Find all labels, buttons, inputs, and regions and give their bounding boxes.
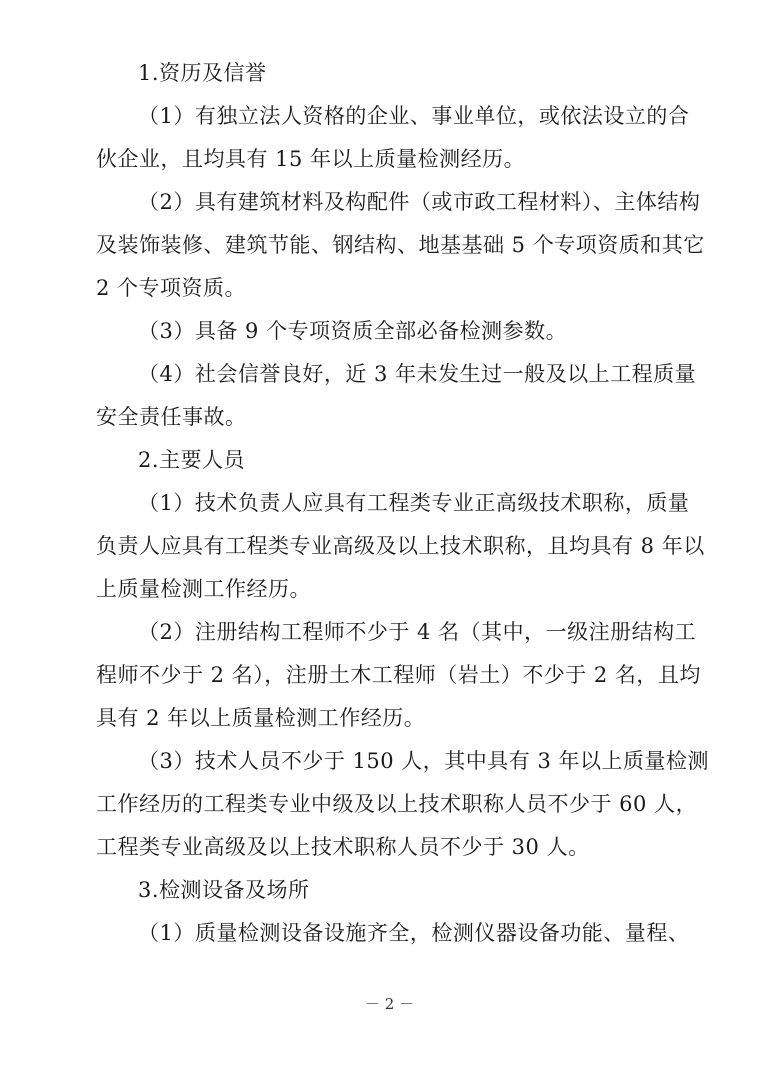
paragraph-line: 工程类专业高级及以上技术职称人员不少于 30 人。 — [96, 835, 590, 859]
paragraph-line: 负责人应具有工程类专业高级及以上技术职称，且均具有 8 年以 — [96, 534, 705, 558]
paragraph-line: （2）注册结构工程师不少于 4 名（其中，一级注册结构工 — [138, 620, 697, 644]
paragraph-line: （1）有独立法人资格的企业、事业单位，或依法设立的合 — [138, 104, 690, 128]
paragraph-line: （3）技术人员不少于 150 人，其中具有 3 年以上质量检测 — [138, 749, 710, 773]
paragraph-line: （1）技术负责人应具有工程类专业正高级技术职称，质量 — [138, 491, 690, 515]
paragraph-line: （2）具有建筑材料及构配件（或市政工程材料）、主体结构 — [138, 190, 701, 214]
paragraph-line: 具有 2 年以上质量检测工作经历。 — [96, 706, 426, 730]
page-number: － 2 － — [364, 995, 415, 1013]
section-heading: 3.检测设备及场所 — [138, 878, 310, 902]
paragraph-line: （3）具备 9 个专项资质全部必备检测参数。 — [138, 319, 568, 343]
paragraph-line: 及装饰装修、建筑节能、钢结构、地基基础 5 个专项资质和其它 — [96, 233, 705, 257]
paragraph-line: 伙企业，且均具有 15 年以上质量检测经历。 — [96, 147, 526, 171]
paragraph-line: （1）质量检测设备设施齐全，检测仪器设备功能、量程、 — [138, 921, 690, 945]
paragraph-line: 2 个专项资质。 — [96, 276, 247, 300]
paragraph-line: 上质量检测工作经历。 — [96, 577, 311, 601]
section-heading: 2.主要人员 — [138, 448, 246, 472]
section-heading: 1.资历及信誉 — [138, 61, 267, 85]
paragraph-line: 安全责任事故。 — [96, 405, 247, 429]
paragraph-line: 工作经历的工程类专业中级及以上技术职称人员不少于 60 人， — [96, 792, 698, 816]
paragraph-line: 程师不少于 2 名），注册土木工程师（岩土）不少于 2 名，且均 — [96, 663, 701, 687]
paragraph-line: （4）社会信誉良好，近 3 年未发生过一般及以上工程质量 — [138, 362, 697, 386]
document-page — [96, 52, 710, 955]
